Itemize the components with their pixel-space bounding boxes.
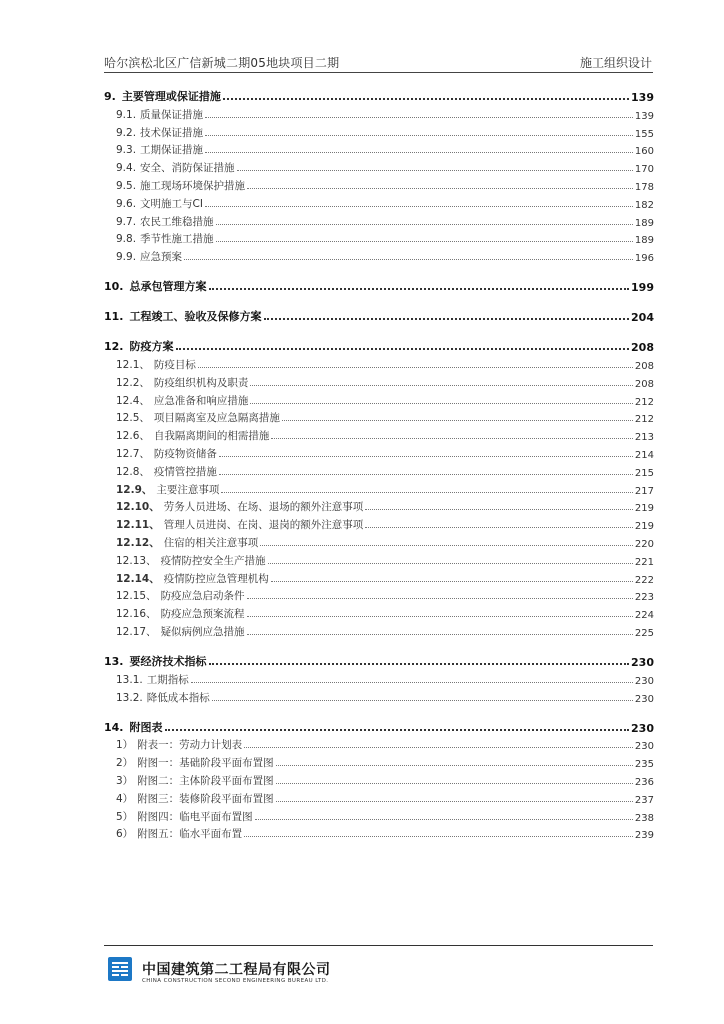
toc-subsection-row[interactable] (104, 514, 654, 532)
toc-entry-label (116, 393, 248, 408)
company-name-cn: 中国建筑第二工程局有限公司 (142, 962, 331, 978)
toc-page-number: 208 (634, 378, 654, 390)
toc-entry-label (116, 672, 189, 687)
toc-leader-dots (221, 491, 632, 493)
toc-entry-text: 总承包管理方案 (129, 280, 207, 294)
toc-entry-label (116, 755, 274, 770)
toc-entry-label (116, 375, 248, 390)
toc-subsection-row[interactable] (104, 461, 654, 479)
toc-entry-text: 防疫应急预案流程 (160, 608, 245, 621)
toc-entry-label (116, 428, 269, 443)
toc-entry-text: 疫情防控应急管理机构 (163, 572, 269, 585)
toc-entry-number: 13.2. (116, 691, 143, 704)
toc-leader-dots (255, 818, 633, 820)
toc-entry-text: 管理人员进岗、在岗、退岗的额外注意事项 (163, 519, 364, 532)
toc-entry-text: 主要管理或保证措施 (121, 90, 221, 103)
toc-page-number: 237 (634, 794, 654, 806)
project-title: 哈尔滨松北区广信新城二期05地块项目二期 (104, 56, 340, 70)
toc-entry-number: 9.4. (116, 162, 137, 175)
toc-entry-text: 附图四：临电平面布置图 (137, 810, 253, 823)
toc-entry-text: 文明施工与CI (140, 197, 203, 210)
header-divider (104, 72, 653, 73)
toc-entry-number: 12.17、 (116, 625, 157, 638)
toc-entry-number: 12.4、 (116, 394, 150, 407)
toc-subsection-row[interactable] (104, 443, 654, 461)
toc-page-number: 212 (634, 414, 654, 426)
toc-entry-text: 防疫方案 (129, 340, 174, 354)
toc-leader-dots (216, 240, 633, 242)
toc-entry-label (104, 308, 262, 324)
toc-gap (104, 324, 654, 332)
toc-entry-number: 12.13、 (116, 554, 157, 567)
toc-subsection-row[interactable] (104, 372, 654, 390)
toc-entry-label (116, 482, 219, 497)
toc-leader-dots (219, 473, 633, 475)
toc-leader-dots (271, 437, 633, 439)
toc-entry-text: 防疫物资储备 (153, 447, 217, 460)
toc-leader-dots (191, 681, 633, 683)
toc-entry-number: 1） (116, 739, 134, 752)
toc-entry-number: 9.3. (116, 144, 137, 157)
toc-page-number: 230 (634, 741, 654, 753)
toc-entry-label (116, 606, 245, 621)
toc-subsection-row[interactable] (104, 669, 654, 687)
toc-page-number: 189 (634, 217, 654, 229)
toc-entry-label (116, 231, 214, 246)
document-type: 施工组织设计 (579, 56, 652, 70)
toc-leader-dots (198, 366, 633, 368)
toc-entry-label (116, 535, 258, 550)
toc-entry-text: 疫情管控措施 (153, 465, 217, 478)
toc-page-number: 178 (634, 181, 654, 193)
toc-page-number: 222 (634, 574, 654, 586)
cscec-logo-icon (108, 957, 132, 981)
toc-entry-label (104, 278, 207, 294)
toc-page-number: 230 (634, 693, 654, 705)
toc-page-number: 224 (634, 610, 654, 622)
toc-entry-number: 12.9、 (116, 483, 153, 496)
toc-entry-text: 工程竣工、验收及保修方案 (129, 310, 262, 324)
toc-entry-number: 9.5. (116, 179, 137, 192)
toc-entry-number: 9.1. (116, 108, 137, 121)
toc-gap (104, 705, 654, 713)
toc-page-number: 236 (634, 776, 654, 788)
toc-leader-dots (276, 782, 633, 784)
toc-entry-label (116, 571, 269, 586)
toc-leader-dots (209, 287, 630, 290)
toc-page-number: 215 (634, 467, 654, 479)
toc-leader-dots (247, 597, 633, 599)
toc-entry-label (116, 690, 210, 705)
toc-entry-number: 13. (104, 654, 124, 668)
toc-subsection-row[interactable] (104, 770, 654, 788)
toc-subsection-row[interactable] (104, 104, 654, 122)
company-name-en: CHINA CONSTRUCTION SECOND ENGINEERING BUREAU LTD. (142, 978, 329, 984)
toc-entry-number: 12.7、 (116, 447, 150, 460)
toc-entry-label (116, 737, 242, 752)
toc-entry-text: 降低成本指标 (146, 691, 210, 704)
toc-subsection-row[interactable] (104, 735, 654, 753)
toc-entry-text: 应急预案 (140, 251, 183, 264)
toc-entry-number: 12.5、 (116, 412, 150, 425)
toc-leader-dots (365, 508, 633, 510)
toc-entry-label (116, 464, 217, 479)
toc-entry-label (116, 809, 253, 824)
toc-entry-text: 质量保证措施 (140, 108, 204, 121)
toc-entry-text: 主要注意事项 (156, 483, 220, 496)
toc-entry-number: 11. (104, 310, 124, 324)
toc-subsection-row[interactable] (104, 806, 654, 824)
toc-page-number: 208 (634, 360, 654, 372)
toc-leader-dots (216, 223, 633, 225)
toc-subsection-row[interactable] (104, 752, 654, 770)
toc-entry-number: 4） (116, 792, 134, 805)
toc-entry-label (104, 88, 221, 104)
toc-leader-dots (237, 169, 633, 171)
toc-entry-label (116, 178, 245, 193)
toc-page-number: 139 (634, 110, 654, 122)
toc-entry-number: 9.2. (116, 126, 137, 139)
toc-entry-number: 12.14、 (116, 572, 160, 585)
toc-leader-dots (223, 97, 629, 100)
toc-entry-text: 要经济技术指标 (129, 654, 207, 668)
toc-entry-label (104, 338, 174, 354)
toc-leader-dots (244, 835, 633, 837)
toc-subsection-row[interactable] (104, 532, 654, 550)
toc-entry-text: 季节性施工措施 (140, 233, 214, 246)
toc-page-number: 230 (631, 655, 654, 669)
toc-leader-dots (260, 544, 633, 546)
toc-page-number: 230 (631, 721, 654, 735)
toc-subsection-row[interactable] (104, 603, 654, 621)
toc-subsection-row[interactable] (104, 122, 654, 140)
toc-entry-label (116, 553, 266, 568)
toc-section-row[interactable] (104, 302, 654, 324)
toc-leader-dots (212, 699, 633, 701)
toc-entry-text: 工期保证措施 (140, 144, 204, 157)
toc-gap (104, 264, 654, 272)
toc-page-number: 182 (634, 199, 654, 211)
toc-page-number: 208 (631, 341, 654, 355)
toc-entry-number: 12.6、 (116, 430, 150, 443)
toc-page-number: 221 (634, 556, 654, 568)
toc-gap (104, 294, 654, 302)
footer-divider (104, 945, 653, 946)
toc-leader-dots (264, 317, 630, 320)
toc-subsection-row[interactable] (104, 788, 654, 806)
toc-entry-label (104, 653, 207, 669)
toc-entry-label (116, 624, 245, 639)
toc-entry-number: 6） (116, 828, 134, 841)
toc-leader-dots (205, 116, 633, 118)
toc-page-number: 196 (634, 253, 654, 265)
toc-entry-label (116, 517, 363, 532)
toc-leader-dots (282, 419, 633, 421)
toc-entry-text: 疑似病例应急措施 (160, 625, 245, 638)
toc-leader-dots (205, 151, 633, 153)
toc-entry-number: 12.10、 (116, 501, 160, 514)
toc-section-row[interactable] (104, 713, 654, 735)
toc-entry-text: 工期指标 (146, 673, 189, 686)
toc-subsection-row[interactable] (104, 408, 654, 426)
toc-entry-number: 2） (116, 757, 134, 770)
toc-leader-dots (271, 580, 633, 582)
toc-entry-label (116, 446, 217, 461)
toc-entry-text: 附图二：主体阶段平面布置图 (137, 774, 274, 787)
toc-entry-number: 9.7. (116, 215, 137, 228)
toc-entry-label (116, 142, 203, 157)
toc-leader-dots (247, 187, 633, 189)
toc-page-number: 219 (634, 521, 654, 533)
toc-entry-text: 附图表 (129, 720, 163, 734)
toc-entry-text: 技术保证措施 (140, 126, 204, 139)
toc-page-number: 189 (634, 235, 654, 247)
toc-page-number: 235 (634, 759, 654, 771)
toc-subsection-row[interactable] (104, 824, 654, 842)
toc-entry-label (116, 357, 196, 372)
toc-entry-text: 附图五：临水平面布置 (137, 828, 243, 841)
toc-page-number: 225 (634, 627, 654, 639)
toc-subsection-row[interactable] (104, 568, 654, 586)
toc-entry-text: 劳务人员进场、在场、退场的额外注意事项 (163, 501, 364, 514)
toc-subsection-row[interactable] (104, 550, 654, 568)
toc-leader-dots (250, 384, 633, 386)
toc-entry-number: 12.12、 (116, 536, 160, 549)
toc-leader-dots (244, 746, 633, 748)
toc-entry-text: 附图三：装修阶段平面布置图 (137, 792, 274, 805)
toc-page-number: 212 (634, 396, 654, 408)
toc-entry-label (116, 125, 203, 140)
toc-subsection-row[interactable] (104, 229, 654, 247)
toc-entry-label (116, 107, 203, 122)
toc-subsection-row[interactable] (104, 157, 654, 175)
toc-entry-number: 12.8、 (116, 465, 150, 478)
toc-leader-dots (276, 764, 633, 766)
toc-entry-text: 农民工维稳措施 (140, 215, 214, 228)
toc-entry-text: 自我隔离期间的相需措施 (153, 430, 270, 443)
toc-leader-dots (209, 662, 630, 665)
toc-page-number: 223 (634, 592, 654, 604)
toc-page-number: 217 (634, 485, 654, 497)
toc-page-number: 160 (634, 146, 654, 158)
toc-entry-label (116, 196, 203, 211)
toc-subsection-row[interactable] (104, 193, 654, 211)
toc-subsection-row[interactable] (104, 175, 654, 193)
toc-section-row[interactable] (104, 272, 654, 294)
toc-entry-number: 12.1、 (116, 358, 150, 371)
toc-page-number: 239 (634, 830, 654, 842)
toc-leader-dots (205, 205, 633, 207)
toc-page-number: 219 (634, 503, 654, 515)
toc-leader-dots (365, 526, 633, 528)
toc-entry-label (104, 719, 163, 735)
toc-entry-number: 3） (116, 774, 134, 787)
toc-entry-label (116, 791, 274, 806)
toc-entry-label (116, 588, 245, 603)
toc-entry-text: 施工现场环境保护措施 (140, 179, 246, 192)
toc-entry-number: 9. (104, 90, 116, 103)
toc-entry-text: 附图一：基础阶段平面布置图 (137, 757, 274, 770)
toc-subsection-row[interactable] (104, 246, 654, 264)
toc-entry-label (116, 249, 182, 264)
toc-subsection-row[interactable] (104, 586, 654, 604)
toc-page-number: 139 (631, 91, 654, 104)
toc-entry-number: 5） (116, 810, 134, 823)
toc-subsection-row[interactable] (104, 211, 654, 229)
toc-entry-number: 12.15、 (116, 590, 157, 603)
toc-entry-number: 12.11、 (116, 519, 160, 532)
toc-leader-dots (268, 562, 633, 564)
toc-entry-text: 防疫组织机构及职责 (153, 376, 249, 389)
toc-entry-number: 10. (104, 280, 124, 294)
toc-entry-label (116, 214, 214, 229)
toc-leader-dots (219, 455, 633, 457)
toc-leader-dots (247, 633, 633, 635)
toc-entry-number: 9.9. (116, 251, 137, 264)
toc-entry-label (116, 160, 235, 175)
toc-section-row[interactable] (104, 647, 654, 669)
toc-entry-text: 安全、消防保证措施 (140, 162, 235, 175)
toc-page-number: 220 (634, 538, 654, 550)
toc-entry-label (116, 826, 242, 841)
toc-page-number: 170 (634, 164, 654, 176)
toc-leader-dots (247, 615, 633, 617)
toc-subsection-row[interactable] (104, 354, 654, 372)
toc-entry-number: 9.8. (116, 233, 137, 246)
toc-entry-number: 13.1. (116, 673, 143, 686)
toc-entry-number: 14. (104, 720, 124, 734)
toc-entry-text: 应急准备和响应措施 (153, 394, 249, 407)
toc-entry-number: 12. (104, 340, 124, 354)
toc-page-number: 213 (634, 432, 654, 444)
toc-page-number: 214 (634, 449, 654, 461)
toc-entry-text: 防疫目标 (153, 358, 196, 371)
toc-page-number: 155 (634, 128, 654, 140)
toc-page-number: 199 (631, 281, 654, 295)
toc-leader-dots (176, 347, 630, 350)
toc-subsection-row[interactable] (104, 687, 654, 705)
toc-page-number: 204 (631, 311, 654, 325)
toc-entry-text: 附表一：劳动力计划表 (137, 739, 243, 752)
toc-section-row[interactable] (104, 332, 654, 354)
toc-leader-dots (205, 134, 633, 136)
toc-page-number: 238 (634, 812, 654, 824)
toc-leader-dots (165, 728, 630, 731)
toc-entry-label (116, 773, 274, 788)
toc-entry-text: 防疫应急启动条件 (160, 590, 245, 603)
page-header (104, 52, 652, 72)
table-of-contents (104, 82, 654, 841)
toc-entry-label (116, 499, 363, 514)
toc-subsection-row[interactable] (104, 621, 654, 639)
toc-page-number: 230 (634, 675, 654, 687)
toc-leader-dots (250, 402, 633, 404)
toc-leader-dots (184, 258, 633, 260)
toc-entry-label (116, 410, 280, 425)
toc-subsection-row[interactable] (104, 140, 654, 158)
toc-subsection-row[interactable] (104, 479, 654, 497)
toc-subsection-row[interactable] (104, 390, 654, 408)
toc-entry-number: 12.16、 (116, 608, 157, 621)
toc-leader-dots (276, 800, 633, 802)
toc-subsection-row[interactable] (104, 497, 654, 515)
toc-section-row[interactable] (104, 82, 654, 104)
toc-entry-number: 9.6. (116, 197, 137, 210)
toc-entry-text: 疫情防控安全生产措施 (160, 554, 266, 567)
toc-subsection-row[interactable] (104, 425, 654, 443)
toc-entry-text: 住宿的相关注意事项 (163, 536, 259, 549)
toc-gap (104, 639, 654, 647)
toc-entry-number: 12.2、 (116, 376, 150, 389)
toc-entry-text: 项目隔离室及应急隔离措施 (153, 412, 280, 425)
